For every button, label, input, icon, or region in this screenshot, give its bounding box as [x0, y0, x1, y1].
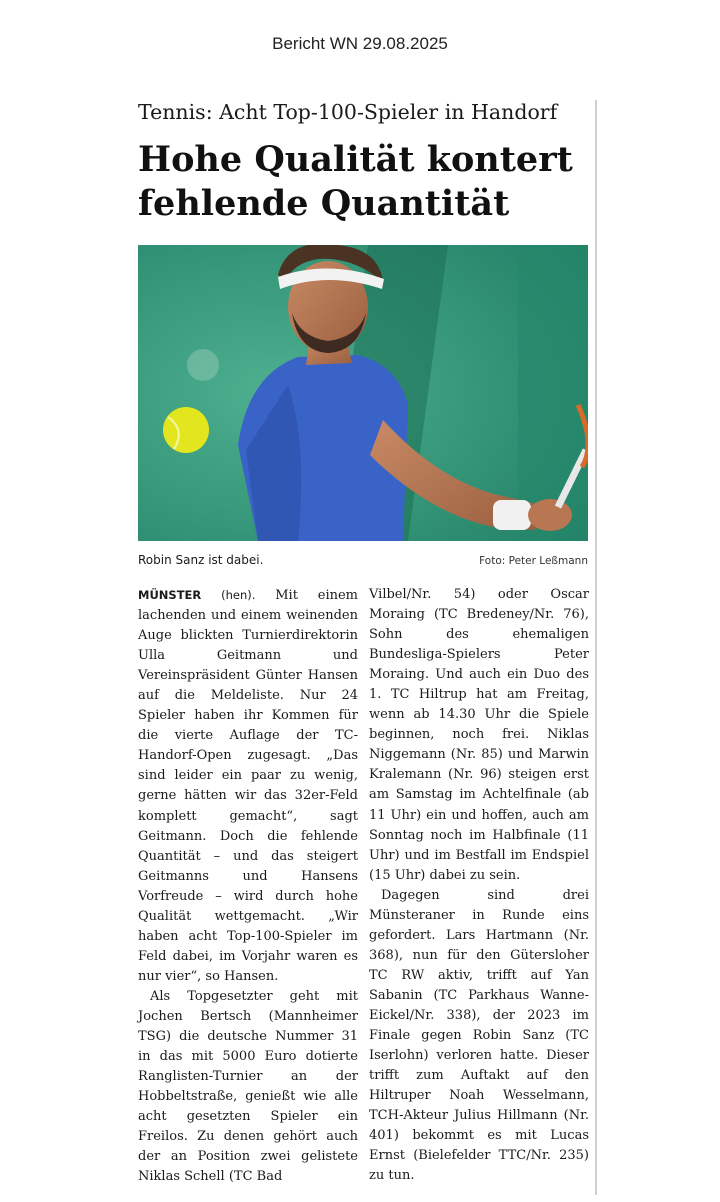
- tennis-player-illustration: [138, 245, 588, 541]
- column-rule: [595, 100, 597, 1195]
- paragraph-4: Dagegen sind drei Münsteraner in Runde eins gefordert. Lars Hartmann (Nr. 368), nun für den Gütersloher TC RW aktiv, trifft auf Yan Sabanin (TC Parkhaus Wanne-Eickel/Nr. 338), der 2023 im Finale gegen Robin Sanz (TC Iserlohn) verloren hatte. Dieser trifft zum Auftakt auf den Hiltruper Noah Wesselmann, TCH-Akteur Julius Hillmann (Nr. 401) bekommt es mit Lucas Ernst (Bielefelder TTC/Nr. 235) zu tun.: [369, 887, 589, 1184]
- paragraph-2: Als Topgesetzter geht mit Jochen Bertsch (Mannheimer TSG) die deutsche Nummer 31 in das mit 5000 Euro dotierte Ranglisten-Turnier an der Hobbeltstraße, genießt wie alle acht gesetzten Spieler ein Freilos. Zu denen gehört auch der an Position zwei gelistete Niklas Schell (TC Bad: [138, 988, 358, 1185]
- article-headline: Hohe Qualität kontert fehlende Quantität: [138, 139, 573, 224]
- photo-credit: Foto: Peter Leßmann: [479, 555, 588, 567]
- photo-caption: Robin Sanz ist dabei.: [138, 553, 264, 567]
- article-column-1: [138, 585, 358, 1187]
- dateline: MÜNSTER: [138, 588, 202, 602]
- page-note: Bericht WN 29.08.2025: [272, 34, 448, 53]
- article-column-2: [369, 585, 589, 1186]
- paragraph-1: [138, 585, 358, 987]
- article-kicker: Tennis: Acht Top-100-Spieler in Handorf: [138, 100, 558, 124]
- paragraph-3: Vilbel/Nr. 54) oder Oscar Moraing (TC Bredeney/Nr. 76), Sohn des ehemaligen Bundesliga-Spielers Peter Moraing. Und auch ein Duo des 1. TC Hiltrup hat am Freitag, wenn ab 14.30 Uhr die Spiele beginnen, noch frei. Niklas Niggemann (Nr. 85) und Marwin Kralemann (Nr. 96) steigen erst am Samstag im Achtelfinale (ab 11 Uhr) ein und hoffen, auch am Sonntag noch im Halbfinale (11 Uhr) und im Bestfall im Endspiel (15 Uhr) dabei zu sein.: [369, 587, 589, 883]
- article-photo: [138, 245, 588, 541]
- paragraph-1-text: Mit einem lachenden und einem weinenden Auge blickten Turnierdirektorin Ulla Geitmann und Vereinspräsident Günter Hansen auf die Meldeliste. Nur 24 Spieler haben ihr Kommen für die vierte Auflage der TC-Handorf-Open zugesagt. „Das sind leider ein paar zu wenig, gerne hätten wir das 32er-Feld komplett gemacht“, sagt Geitmann. Doch die fehlende Quantität – und das steigert Geitmanns und Hansens Vorfreude – wird durch hohe Qualität wettgemacht. „Wir haben acht Top-100-Spieler im Feld dabei, im Vorjahr waren es nur vier“, so Hansen.: [138, 588, 358, 984]
- author-tag: (hen).: [221, 588, 256, 602]
